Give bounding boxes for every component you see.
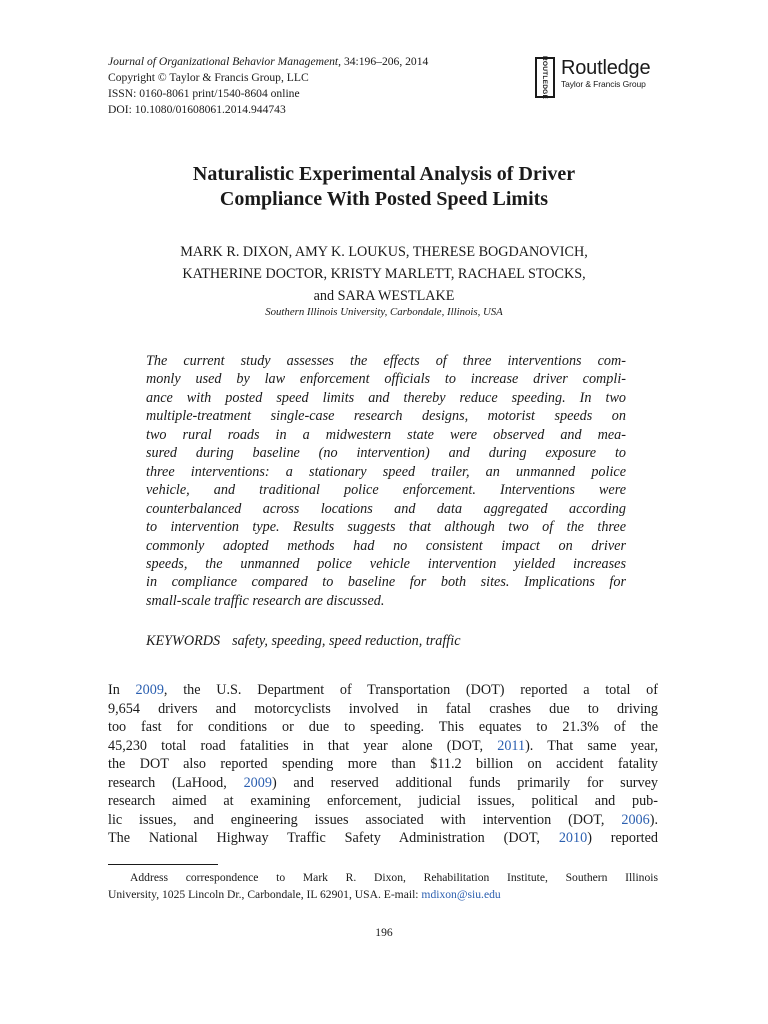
body-text-run: ) and reserved additional funds primarily for survey [271, 774, 659, 791]
email-link[interactable]: mdixon@siu.edu [421, 888, 501, 901]
publisher-name: Routledge [561, 57, 651, 79]
body-line: the DOT also reported spending more than $11.2 billion on accident fatality [108, 756, 658, 772]
citation-link[interactable]: 2006 [621, 811, 650, 828]
abstract-line: vehicle, and traditional police enforcement. Interventions were [146, 482, 626, 499]
citation-link[interactable]: 2010 [558, 830, 588, 846]
affiliation: Southern Illinois University, Carbondale, Illinois, USA [265, 306, 503, 318]
body-line [108, 681, 658, 700]
doi-line: DOI: 10.1080/01608061.2014.944743 [108, 103, 286, 116]
citation-link[interactable]: 2009 [243, 774, 272, 791]
footnote-divider [108, 864, 218, 865]
body-line [108, 829, 658, 848]
keywords-list: safety, speeding, speed reduction, traffic [232, 633, 461, 649]
article-title [100, 162, 668, 212]
body-line [108, 811, 658, 830]
body-text-run: In [108, 682, 136, 698]
abstract-line: to intervention type. Results suggests that although two of the three [146, 519, 626, 536]
footnote-line [108, 886, 658, 903]
journal-volume-pages: , 34:196–206, 2014 [338, 55, 429, 68]
logo-mark-text: ROUTLEDGE [541, 55, 549, 100]
footnote-line: Address correspondence to Mark R. Dixon, Rehabilitation Institute, Southern Illinois [130, 871, 658, 884]
journal-citation [108, 54, 428, 70]
abstract-line: sured during baseline (no intervention) and during exposure to [146, 445, 626, 462]
citation-link[interactable]: 2011 [497, 737, 526, 754]
abstract-line: two rural roads in a midwestern state were observed and mea- [146, 426, 626, 443]
issn-line: ISSN: 0160-8061 print/1540-8604 online [108, 87, 300, 100]
body-text-run: research (LaHood, [108, 774, 244, 791]
abstract [146, 352, 626, 610]
keywords-label: KEYWORDS [146, 633, 221, 649]
footnote-address: University, 1025 Lincoln Dr., Carbondale, IL 62901, USA. E-mail: [108, 888, 422, 901]
publisher-subtitle: Taylor & Francis Group [561, 79, 646, 89]
body-line: too fast for conditions or due to speeding. This equates to 21.3% of the [108, 719, 658, 735]
body-paragraph [108, 681, 658, 848]
copyright-line: Copyright © Taylor & Francis Group, LLC [108, 71, 309, 84]
body-text-run: ). [649, 811, 658, 828]
body-line: research aimed at examining enforcement, judicial issues, political and pub- [108, 793, 658, 809]
author-line: and SARA WESTLAKE [313, 288, 455, 304]
body-text-run: lic issues, and engineering issues associated with intervention (DOT, [108, 811, 622, 828]
abstract-line: monly used by law enforcement officials to increase driver compli- [146, 371, 626, 388]
body-text-run: ) reported [587, 830, 659, 846]
abstract-line: speeds, the unmanned police vehicle intervention yielded increases [146, 555, 626, 572]
title-line: Compliance With Posted Speed Limits [219, 188, 549, 210]
abstract-line: multiple-treatment single-case research designs, motorist speeds on [146, 408, 626, 425]
abstract-line: The current study assesses the effects of three interventions com- [146, 353, 626, 369]
abstract-line: counterbalanced across locations and data aggregated according [146, 500, 626, 517]
body-text-run: 45,230 total road fatalities in that year alone (DOT, [108, 737, 498, 754]
body-text-run: The National Highway Traffic Safety Administration (DOT, [108, 830, 559, 846]
body-text-run: ). That same year, [525, 737, 659, 754]
journal-header [108, 54, 428, 118]
routledge-logo-icon [535, 57, 555, 98]
abstract-line: commonly adopted methods had no consistent impact on driver [146, 537, 626, 554]
body-text-run: , the U.S. Department of Transportation (DOT) reported a total of [163, 682, 658, 698]
title-line: Naturalistic Experimental Analysis of Driver [192, 163, 576, 185]
publisher-text [561, 57, 650, 90]
body-line [108, 774, 658, 793]
abstract-line: small-scale traffic research are discussed. [146, 592, 385, 609]
author-line: MARK R. DIXON, AMY K. LOUKUS, THERESE BOGDANOVICH, [180, 244, 588, 260]
abstract-line: in compliance compared to baseline for both sites. Implications for [146, 574, 626, 591]
citation-link[interactable]: 2009 [135, 682, 164, 698]
journal-name: Journal of Organizational Behavior Management [108, 55, 339, 68]
keywords [146, 632, 461, 650]
body-line: 9,654 drivers and motorcyclists involved in fatal crashes due to driving [108, 700, 658, 717]
body-line [108, 737, 658, 756]
footnote [108, 869, 658, 903]
page-number: 196 [375, 926, 393, 939]
author-list [100, 241, 668, 307]
publisher-logo [535, 57, 650, 98]
abstract-line: three interventions: a stationary speed trailer, an unmanned police [146, 463, 626, 480]
author-line: KATHERINE DOCTOR, KRISTY MARLETT, RACHAEL STOCKS, [182, 266, 586, 282]
abstract-line: ance with posted speed limits and thereby reduce speeding. In two [146, 389, 626, 406]
